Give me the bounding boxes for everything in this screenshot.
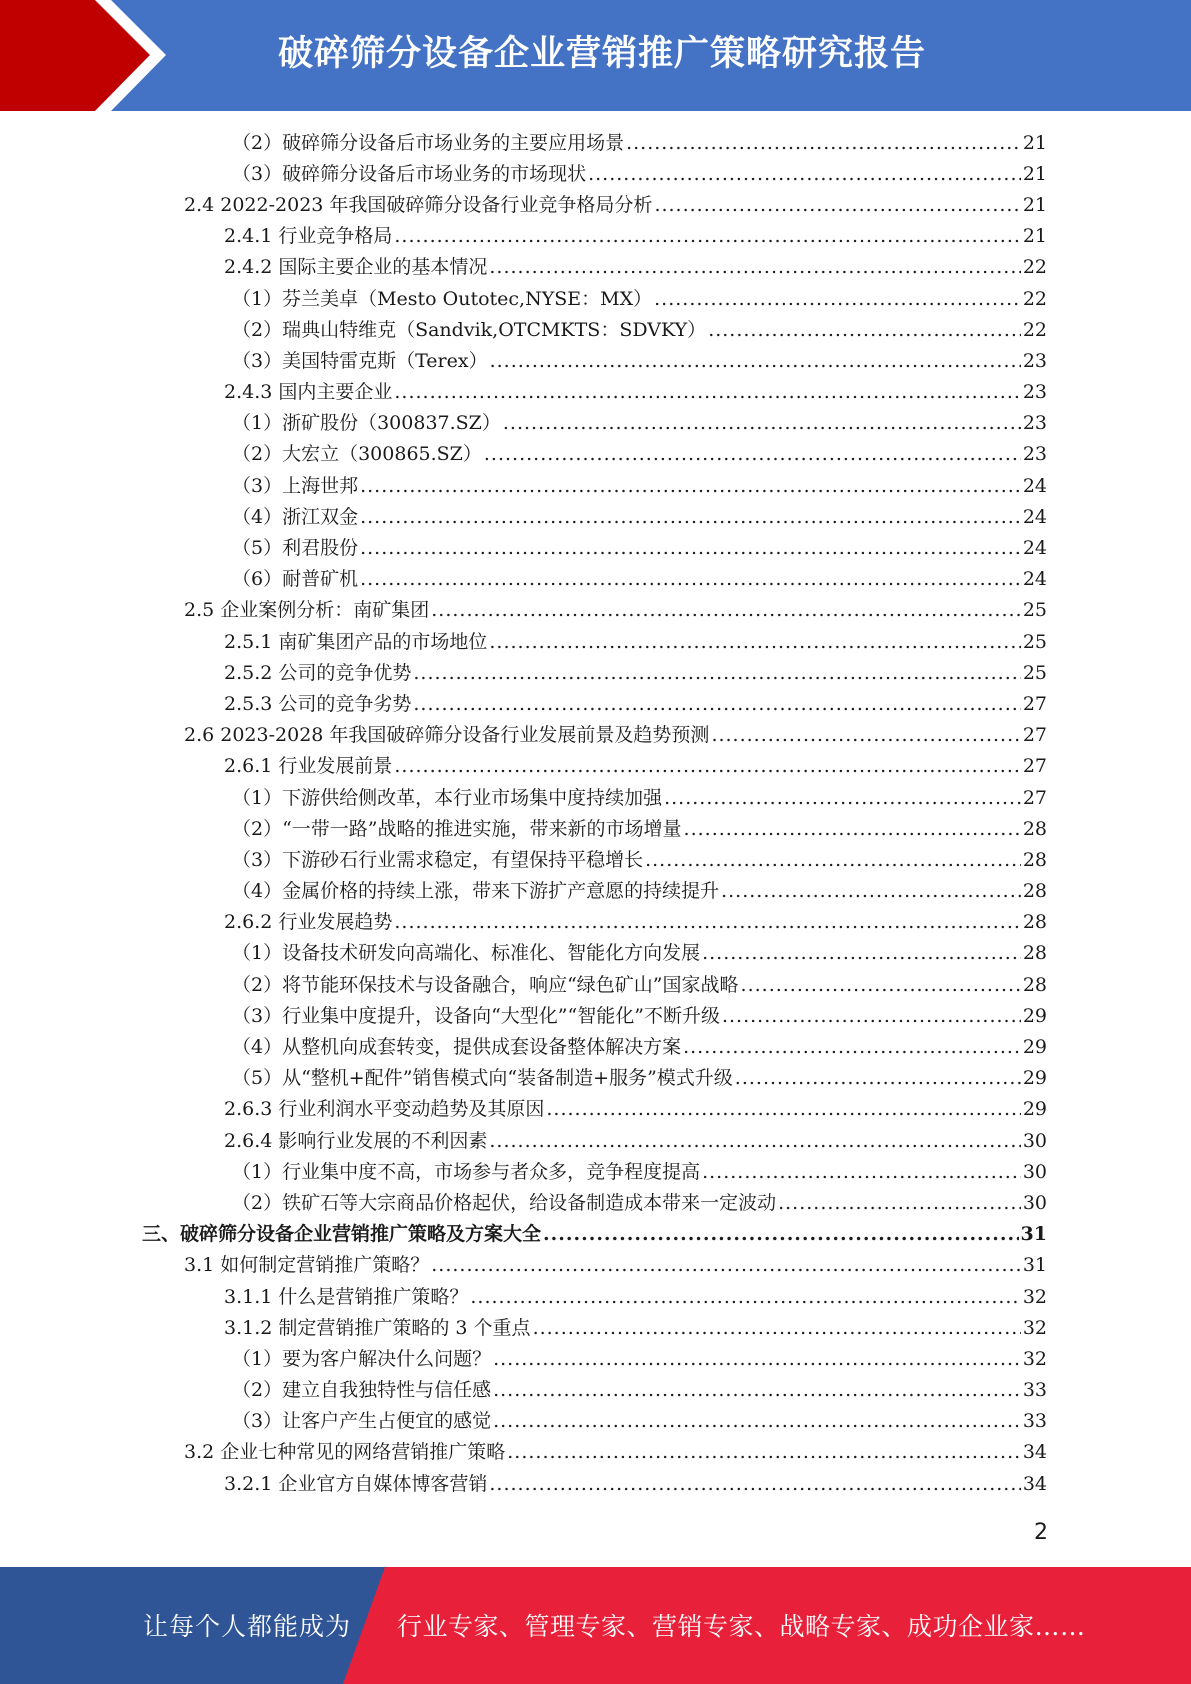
- toc-dot-leader: [543, 1221, 1019, 1247]
- toc-dot-leader: [493, 1346, 1021, 1372]
- toc-entry[interactable]: [0, 314, 1191, 345]
- toc-dot-leader: [394, 909, 1020, 935]
- toc-entry-page: 21: [1022, 162, 1047, 185]
- toc-entry-title: （5）利君股份: [232, 537, 359, 560]
- toc-entry-title: 3.2.1 企业官方自媒体博客营销: [224, 1472, 488, 1495]
- toc-entry[interactable]: [0, 1094, 1191, 1125]
- toc-entry[interactable]: [0, 1187, 1191, 1218]
- toc-entry-page: 24: [1022, 474, 1047, 497]
- toc-dot-leader: [360, 473, 1021, 499]
- toc-entry-page: 33: [1022, 1379, 1047, 1402]
- toc-dot-leader: [684, 816, 1021, 842]
- toc-entry-page: 31: [1020, 1223, 1047, 1246]
- toc-entry[interactable]: [0, 532, 1191, 563]
- toc-entry-title: 3.1.2 制定营销推广策略的 3 个重点: [224, 1316, 531, 1339]
- toc-entry-title: 2.4.3 国内主要企业: [224, 381, 393, 404]
- toc-dot-leader: [484, 441, 1021, 467]
- toc-entry-page: 30: [1022, 1129, 1047, 1152]
- toc-entry[interactable]: [0, 189, 1191, 220]
- toc-entry[interactable]: [0, 720, 1191, 751]
- toc-entry-title: 2.4.2 国际主要企业的基本情况: [224, 256, 488, 279]
- toc-entry-page: 28: [1022, 942, 1047, 965]
- toc-entry-page: 23: [1022, 349, 1047, 372]
- footer-slogan-right: 行业专家、管理专家、营销专家、战略专家、成功企业家……: [397, 1612, 1086, 1641]
- toc-entry[interactable]: [0, 1063, 1191, 1094]
- toc-entry-page: 28: [1022, 848, 1047, 871]
- toc-dot-leader: [489, 1128, 1020, 1154]
- toc-entry-title: （2）建立自我独特性与信任感: [232, 1379, 492, 1402]
- toc-entry-title: 三、破碎筛分设备企业营销推广策略及方案大全: [142, 1223, 542, 1246]
- toc-entry-title: （2）将节能环保技术与设备融合，响应“绿色矿山”国家战略: [232, 973, 739, 996]
- toc-entry-page: 22: [1022, 256, 1047, 279]
- toc-entry-page: 34: [1022, 1441, 1047, 1464]
- page-footer: [0, 1567, 1191, 1684]
- toc-entry-page: 29: [1022, 1004, 1047, 1027]
- toc-entry-page: 25: [1022, 630, 1047, 653]
- toc-entry-page: 25: [1022, 661, 1047, 684]
- toc-dot-leader: [431, 1252, 1021, 1278]
- toc-entry[interactable]: [0, 564, 1191, 595]
- toc-dot-leader: [654, 286, 1021, 312]
- toc-entry-title: （1）下游供给侧改革，本行业市场集中度持续加强: [232, 786, 663, 809]
- toc-dot-leader: [360, 504, 1021, 530]
- toc-entry[interactable]: [0, 1375, 1191, 1406]
- toc-entry[interactable]: [0, 969, 1191, 1000]
- toc-entry[interactable]: [0, 1031, 1191, 1062]
- toc-entry[interactable]: [0, 907, 1191, 938]
- toc-dot-leader: [664, 785, 1021, 811]
- toc-dot-leader: [546, 1096, 1020, 1122]
- toc-entry-page: 28: [1022, 973, 1047, 996]
- toc-entry[interactable]: [0, 876, 1191, 907]
- toc-entry-title: （2）大宏立（300865.SZ）: [232, 443, 482, 466]
- footer-slogan-left: 让每个人都能成为: [143, 1612, 352, 1641]
- toc-entry-title: （5）从“整机+配件”销售模式向“装备制造+服务”模式升级: [232, 1067, 733, 1090]
- toc-entry-title: （2）“一带一路”战略的推进实施，带来新的市场增量: [232, 817, 682, 840]
- toc-dot-leader: [654, 192, 1020, 218]
- toc-entry-page: 28: [1022, 880, 1047, 903]
- toc-dot-leader: [702, 940, 1021, 966]
- toc-entry-title: 2.6.2 行业发展趋势: [224, 911, 393, 934]
- toc-entry-page: 31: [1022, 1254, 1047, 1277]
- toc-dot-leader: [626, 130, 1021, 156]
- toc-entry[interactable]: [0, 1281, 1191, 1312]
- toc-entry-page: 27: [1022, 724, 1047, 747]
- toc-entry-page: 25: [1022, 599, 1047, 622]
- toc-dot-leader: [702, 1159, 1021, 1185]
- toc-entry[interactable]: [0, 1468, 1191, 1499]
- toc-entry-title: （3）让客户产生占便宜的感觉: [232, 1410, 492, 1433]
- toc-entry-title: （3）行业集中度提升，设备向“大型化”“智能化”不断升级: [232, 1004, 720, 1027]
- toc-entry[interactable]: [0, 345, 1191, 376]
- toc-entry-title: （2）瑞典山特维克（Sandvik,OTCMKTS：SDVKY）: [232, 318, 707, 341]
- toc-dot-leader: [645, 847, 1021, 873]
- toc-dot-leader: [394, 753, 1020, 779]
- toc-entry-title: （2）破碎筛分设备后市场业务的主要应用场景: [232, 131, 625, 154]
- toc-dot-leader: [493, 1408, 1021, 1434]
- toc-dot-leader: [360, 535, 1021, 561]
- toc-entry-title: 3.2 企业七种常见的网络营销推广策略: [184, 1441, 506, 1464]
- toc-entry[interactable]: [0, 501, 1191, 532]
- toc-dot-leader: [711, 722, 1020, 748]
- toc-entry[interactable]: [0, 1437, 1191, 1468]
- toc-dot-leader: [490, 348, 1021, 374]
- toc-entry[interactable]: [0, 1219, 1191, 1250]
- toc-entry-page: 28: [1022, 817, 1047, 840]
- toc-dot-leader: [735, 1065, 1021, 1091]
- toc-dot-leader: [533, 1315, 1021, 1341]
- toc-entry-title: （1）设备技术研发向高端化、标准化、智能化方向发展: [232, 942, 701, 965]
- toc-entry[interactable]: [0, 688, 1191, 719]
- toc-entry-page: 30: [1022, 1191, 1047, 1214]
- toc-entry[interactable]: [0, 127, 1191, 158]
- toc-dot-leader: [741, 972, 1021, 998]
- toc-entry[interactable]: [0, 595, 1191, 626]
- toc-dot-leader: [489, 1471, 1020, 1497]
- toc-dot-leader: [470, 1284, 1020, 1310]
- toc-entry-title: 2.6 2023-2028 年我国破碎筛分设备行业发展前景及趋势预测: [184, 724, 710, 747]
- toc-entry-title: 2.6.3 行业利润水平变动趋势及其原因: [224, 1098, 545, 1121]
- toc-entry-title: （1）浙矿股份（300837.SZ）: [232, 412, 501, 435]
- toc-dot-leader: [683, 1034, 1021, 1060]
- toc-entry-title: （2）铁矿石等大宗商品价格起伏，给设备制造成本带来一定波动: [232, 1191, 777, 1214]
- toc-entry[interactable]: [0, 1406, 1191, 1437]
- toc-entry-page: 24: [1022, 505, 1047, 528]
- toc-entry[interactable]: [0, 470, 1191, 501]
- toc-dot-leader: [489, 254, 1020, 280]
- toc-entry[interactable]: [0, 1250, 1191, 1281]
- toc-entry[interactable]: [0, 751, 1191, 782]
- toc-entry-title: 2.6.1 行业发展前景: [224, 755, 393, 778]
- toc-entry-title: （1）行业集中度不高，市场参与者众多，竞争程度提高: [232, 1160, 701, 1183]
- toc-entry[interactable]: [0, 657, 1191, 688]
- toc-entry[interactable]: [0, 844, 1191, 875]
- toc-entry[interactable]: [0, 782, 1191, 813]
- toc-entry-page: 32: [1022, 1347, 1047, 1370]
- toc-entry-title: （1）芬兰美卓（Mesto Outotec,NYSE：MX）: [232, 287, 653, 310]
- toc-entry-page: 33: [1022, 1410, 1047, 1433]
- toc-entry-title: 2.4.1 行业竞争格局: [224, 225, 393, 248]
- toc-dot-leader: [431, 597, 1021, 623]
- toc-entry-page: 24: [1022, 568, 1047, 591]
- page-header: [0, 0, 1191, 111]
- toc-entry-title: 3.1.1 什么是营销推广策略？: [224, 1285, 469, 1308]
- toc-entry-page: 27: [1022, 692, 1047, 715]
- toc-entry[interactable]: [0, 439, 1191, 470]
- toc-entry-page: 32: [1022, 1316, 1047, 1339]
- toc-entry-page: 32: [1022, 1285, 1047, 1308]
- toc-dot-leader: [394, 223, 1020, 249]
- toc-entry[interactable]: [0, 1125, 1191, 1156]
- toc-entry-title: 2.5 企业案例分析：南矿集团: [184, 599, 430, 622]
- toc-entry-title: （3）上海世邦: [232, 474, 359, 497]
- toc-entry-page: 23: [1022, 443, 1047, 466]
- toc-entry[interactable]: [0, 626, 1191, 657]
- toc-entry-title: 2.6.4 影响行业发展的不利因素: [224, 1129, 488, 1152]
- toc-entry-title: （4）浙江双金: [232, 505, 359, 528]
- page-number: 2: [1034, 1520, 1048, 1545]
- toc-dot-leader: [413, 660, 1020, 686]
- toc-entry-title: （3）破碎筛分设备后市场业务的市场现状: [232, 162, 587, 185]
- toc-entry[interactable]: [0, 1312, 1191, 1343]
- toc-entry[interactable]: [0, 283, 1191, 314]
- toc-entry[interactable]: [0, 813, 1191, 844]
- toc-dot-leader: [778, 1190, 1021, 1216]
- toc-entry-page: 29: [1022, 1067, 1047, 1090]
- toc-entry-title: （4）从整机向成套转变，提供成套设备整体解决方案: [232, 1036, 682, 1059]
- toc-entry[interactable]: [0, 221, 1191, 252]
- toc-entry-title: （3）美国特雷克斯（Terex）: [232, 349, 488, 372]
- toc-dot-leader: [493, 1377, 1021, 1403]
- toc-entry-page: 28: [1022, 911, 1047, 934]
- toc-entry-page: 29: [1022, 1098, 1047, 1121]
- toc-entry-page: 30: [1022, 1160, 1047, 1183]
- toc-entry-page: 27: [1022, 786, 1047, 809]
- table-of-contents: [0, 127, 1191, 1499]
- toc-dot-leader: [708, 317, 1021, 343]
- toc-dot-leader: [413, 691, 1020, 717]
- toc-entry-page: 22: [1022, 318, 1047, 341]
- toc-entry-page: 23: [1022, 412, 1047, 435]
- toc-entry[interactable]: [0, 1156, 1191, 1187]
- document-title: 破碎筛分设备企业营销推广策略研究报告: [278, 34, 927, 74]
- toc-entry-page: 34: [1022, 1472, 1047, 1495]
- toc-entry-page: 23: [1022, 381, 1047, 404]
- toc-entry-title: 2.5.3 公司的竞争劣势: [224, 692, 412, 715]
- toc-dot-leader: [722, 1003, 1021, 1029]
- toc-entry[interactable]: [0, 252, 1191, 283]
- toc-entry[interactable]: [0, 1343, 1191, 1374]
- toc-entry-page: 22: [1022, 287, 1047, 310]
- toc-entry[interactable]: [0, 938, 1191, 969]
- toc-entry[interactable]: [0, 408, 1191, 439]
- toc-dot-leader: [394, 379, 1020, 405]
- toc-entry[interactable]: [0, 1000, 1191, 1031]
- toc-entry-page: 24: [1022, 537, 1047, 560]
- toc-entry-page: 21: [1022, 193, 1047, 216]
- toc-entry-title: （6）耐普矿机: [232, 568, 359, 591]
- toc-entry-title: （4）金属价格的持续上涨，带来下游扩产意愿的持续提升: [232, 880, 720, 903]
- toc-entry[interactable]: [0, 158, 1191, 189]
- toc-entry[interactable]: [0, 377, 1191, 408]
- toc-entry-page: 21: [1022, 225, 1047, 248]
- toc-dot-leader: [588, 161, 1021, 187]
- toc-dot-leader: [360, 566, 1021, 592]
- toc-dot-leader: [507, 1439, 1021, 1465]
- toc-entry-title: 2.5.2 公司的竞争优势: [224, 661, 412, 684]
- toc-entry-title: 3.1 如何制定营销推广策略？: [184, 1254, 430, 1277]
- toc-entry-title: （1）要为客户解决什么问题？: [232, 1347, 492, 1370]
- toc-entry-page: 29: [1022, 1036, 1047, 1059]
- toc-dot-leader: [721, 878, 1021, 904]
- toc-entry-page: 21: [1022, 131, 1047, 154]
- toc-entry-title: 2.4 2022-2023 年我国破碎筛分设备行业竞争格局分析: [184, 193, 653, 216]
- toc-entry-title: （3）下游砂石行业需求稳定，有望保持平稳增长: [232, 848, 644, 871]
- toc-entry-page: 27: [1022, 755, 1047, 778]
- toc-dot-leader: [503, 410, 1021, 436]
- toc-entry-title: 2.5.1 南矿集团产品的市场地位: [224, 630, 488, 653]
- toc-dot-leader: [489, 629, 1020, 655]
